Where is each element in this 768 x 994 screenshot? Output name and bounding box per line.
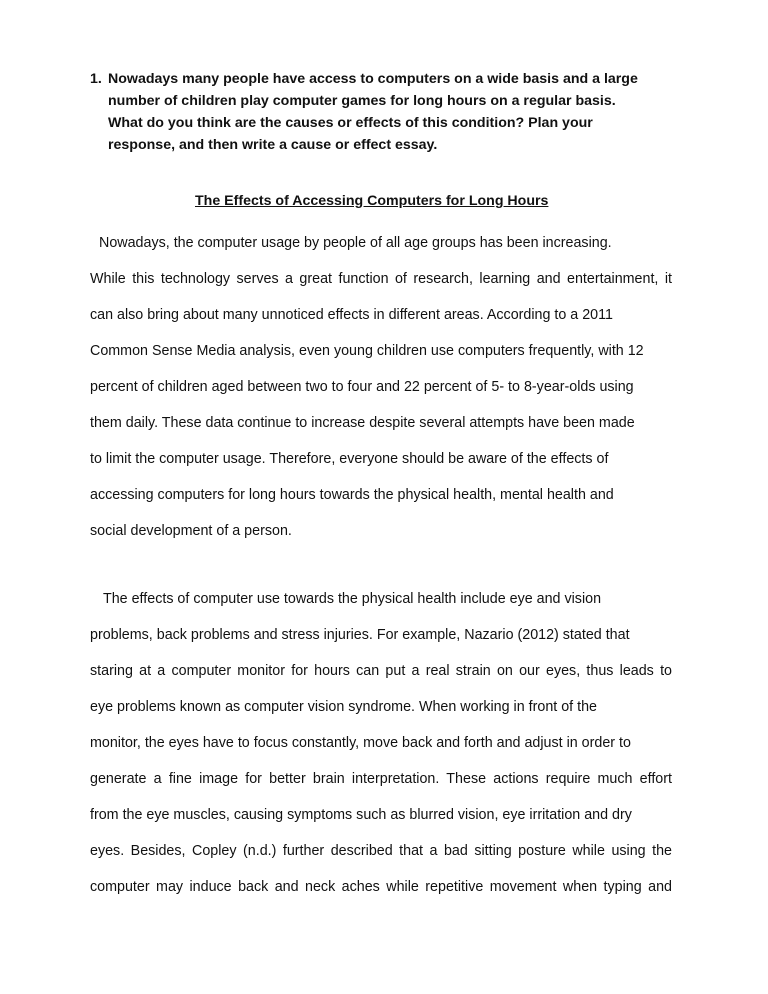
prompt-line: response, and then write a cause or effect essay.	[108, 137, 438, 153]
paragraph-line: generate a fine image for better brain interpretation. These actions require much effort	[90, 771, 672, 787]
paragraph-line: computer may induce back and neck aches while repetitive movement when typing and	[90, 879, 672, 895]
essay-prompt	[90, 68, 690, 156]
paragraph-line: Common Sense Media analysis, even young children use computers frequently, with 12	[90, 343, 644, 359]
prompt-line: number of children play computer games for long hours on a regular basis.	[108, 93, 616, 109]
paragraph-line: monitor, the eyes have to focus constantly, move back and forth and adjust in order to	[90, 735, 631, 751]
paragraph-line: can also bring about many unnoticed effects in different areas. According to a 2011	[90, 307, 613, 323]
prompt-number: 1.	[90, 71, 102, 87]
paragraph-line: problems, back problems and stress injuries. For example, Nazario (2012) stated that	[90, 627, 630, 643]
paragraph-line: to limit the computer usage. Therefore, everyone should be aware of the effects of	[90, 451, 609, 467]
paragraph-line: While this technology serves a great function of research, learning and entertainment, it	[90, 271, 672, 287]
paragraph-line: accessing computers for long hours towards the physical health, mental health and	[90, 487, 614, 503]
paragraph-line: from the eye muscles, causing symptoms such as blurred vision, eye irritation and dry	[90, 807, 632, 823]
prompt-line: Nowadays many people have access to computers on a wide basis and a large	[108, 71, 638, 87]
paragraph-line: percent of children aged between two to four and 22 percent of 5- to 8-year-olds using	[90, 379, 634, 395]
essay-title: The Effects of Accessing Computers for Long Hours	[195, 193, 549, 209]
paragraph-line: Nowadays, the computer usage by people of all age groups has been increasing.	[99, 235, 612, 251]
prompt-line: What do you think are the causes or effects of this condition? Plan your	[108, 115, 593, 131]
paragraph-line: eye problems known as computer vision syndrome. When working in front of the	[90, 699, 597, 715]
paragraph-line: eyes. Besides, Copley (n.d.) further described that a bad sitting posture while using the	[90, 843, 672, 859]
paragraph-line: The effects of computer use towards the physical health include eye and vision	[103, 591, 602, 607]
paragraph-line: them daily. These data continue to increase despite several attempts have been made	[90, 415, 635, 431]
paragraph-line: social development of a person.	[90, 523, 292, 539]
paragraph-line: staring at a computer monitor for hours can put a real strain on our eyes, thus leads to	[90, 663, 672, 679]
